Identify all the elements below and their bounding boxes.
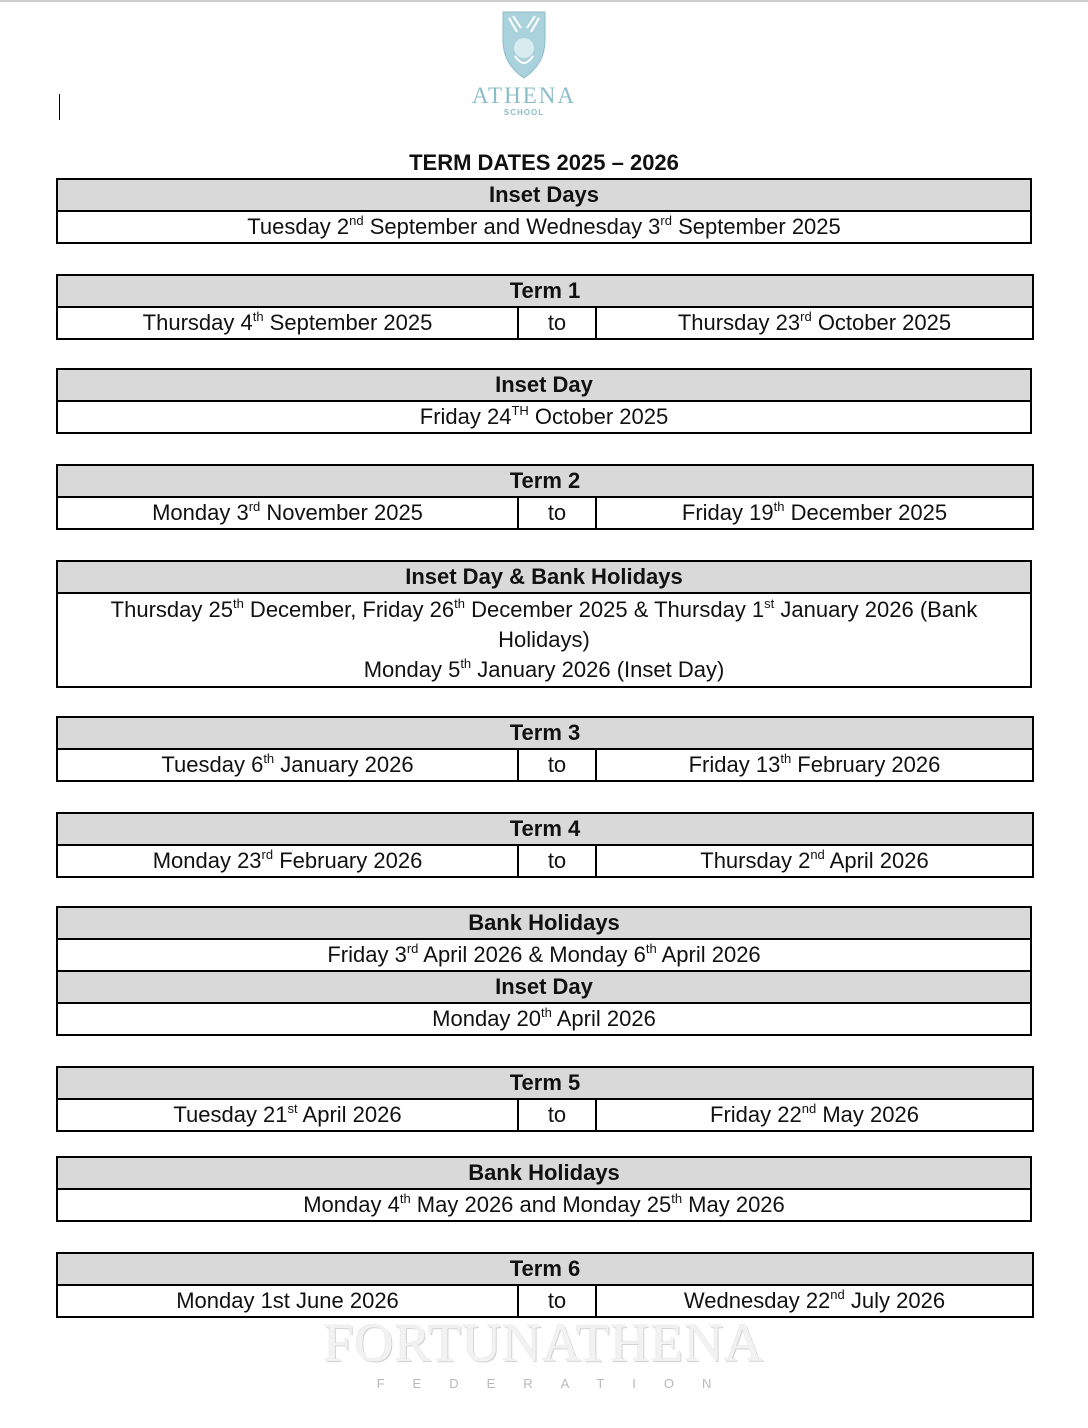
section-heading: Bank Holidays bbox=[57, 907, 1031, 939]
term-5-table bbox=[56, 1066, 1034, 1132]
christmas-holidays-table bbox=[56, 560, 1032, 688]
section-heading: Inset Day & Bank Holidays bbox=[57, 561, 1031, 593]
term-start-date: Thursday 4th September 2025 bbox=[57, 307, 518, 339]
section-body: Monday 4th May 2026 and Monday 25th May 2026 bbox=[57, 1189, 1031, 1221]
federation-watermark bbox=[0, 1312, 1088, 1391]
section-heading: Inset Day bbox=[57, 971, 1031, 1003]
term-3-table bbox=[56, 716, 1034, 782]
section-body: Friday 3rd April 2026 & Monday 6th April 2026 bbox=[57, 939, 1031, 971]
section-heading: Term 3 bbox=[57, 717, 1033, 749]
federation-subtitle: FEDERATION bbox=[376, 1376, 740, 1391]
section-heading: Bank Holidays bbox=[57, 1157, 1031, 1189]
to-label: to bbox=[518, 1099, 596, 1131]
section-heading: Term 1 bbox=[57, 275, 1033, 307]
section-body: Tuesday 2nd September and Wednesday 3rd September 2025 bbox=[57, 211, 1031, 243]
section-heading: Term 6 bbox=[57, 1253, 1033, 1285]
athena-logo bbox=[462, 10, 586, 118]
text-cursor bbox=[59, 94, 60, 120]
section-heading: Term 5 bbox=[57, 1067, 1033, 1099]
term-end-date: Wednesday 22nd July 2026 bbox=[596, 1285, 1033, 1317]
logo-name: ATHENA bbox=[472, 83, 576, 108]
federation-name: FORTUNATHENA bbox=[323, 1313, 765, 1373]
section-body: Thursday 25th December, Friday 26th December 2025 & Thursday 1st January 2026 (Bank Holidays) Monday 5th January 2026 (Inset Day) bbox=[57, 593, 1031, 687]
section-heading: Inset Day bbox=[57, 369, 1031, 401]
logo-subtitle: SCHOOL bbox=[503, 108, 545, 117]
term-4-table bbox=[56, 812, 1034, 878]
to-label: to bbox=[518, 497, 596, 529]
to-label: to bbox=[518, 1285, 596, 1317]
to-label: to bbox=[518, 845, 596, 877]
inset-days-table bbox=[56, 178, 1032, 244]
inset-day-table bbox=[56, 368, 1032, 434]
term-end-date: Thursday 23rd October 2025 bbox=[596, 307, 1033, 339]
term-1-table bbox=[56, 274, 1034, 340]
term-end-date: Thursday 2nd April 2026 bbox=[596, 845, 1033, 877]
page-title: TERM DATES 2025 – 2026 bbox=[409, 150, 679, 175]
section-heading: Inset Days bbox=[57, 179, 1031, 211]
section-body: Friday 24TH October 2025 bbox=[57, 401, 1031, 433]
to-label: to bbox=[518, 307, 596, 339]
term-6-table bbox=[56, 1252, 1034, 1318]
section-heading: Term 2 bbox=[57, 465, 1033, 497]
term-start-date: Monday 23rd February 2026 bbox=[57, 845, 518, 877]
term-start-date: Tuesday 21st April 2026 bbox=[57, 1099, 518, 1131]
section-body: Monday 20th April 2026 bbox=[57, 1003, 1031, 1035]
term-2-table bbox=[56, 464, 1034, 530]
term-end-date: Friday 13th February 2026 bbox=[596, 749, 1033, 781]
top-border bbox=[0, 0, 1088, 2]
section-heading: Term 4 bbox=[57, 813, 1033, 845]
to-label: to bbox=[518, 749, 596, 781]
term-start-date: Tuesday 6th January 2026 bbox=[57, 749, 518, 781]
easter-holidays-table bbox=[56, 906, 1032, 1036]
term-end-date: Friday 19th December 2025 bbox=[596, 497, 1033, 529]
term-start-date: Monday 3rd November 2025 bbox=[57, 497, 518, 529]
may-holidays-table bbox=[56, 1156, 1032, 1222]
term-start-date: Monday 1st June 2026 bbox=[57, 1285, 518, 1317]
term-end-date: Friday 22nd May 2026 bbox=[596, 1099, 1033, 1131]
athena-helmet-icon bbox=[499, 10, 549, 80]
